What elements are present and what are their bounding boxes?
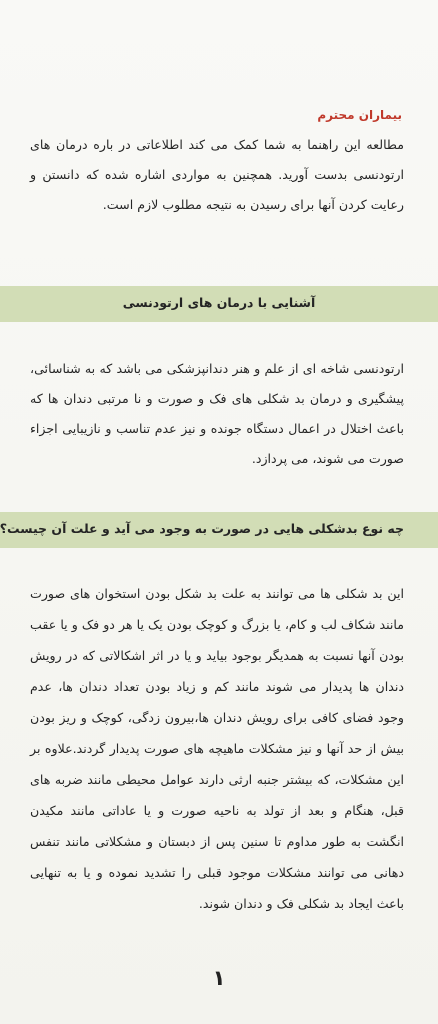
section-title-deformities: چه نوع بدشکلی هایی در صورت به وجود می آید و علت آن چیست؟ [0, 521, 404, 536]
deformities-paragraph: این بد شکلی ها می توانند به علت بد شکل بودن استخوان های صورت مانند شکاف لب و کام، یا بزرگ و کوچک بودن یک یا هر دو فک و یا عقب بودن آنها نسبت به همدیگر بوجود بیاید و یا در اثر اشکالاتی که در رویش دندان ها پدیدار می شوند مانند کم و زیاد بودن تعداد دندان ها، عدم وجود فضای کافی برای رویش دندان ها،بیرون زدگی، کوچک و ریز بودن بیش از حد آنها و نیز مشکلات ماهیچه های صورت پدیدار گردند.علاوه بر این مشکلات، که بیشتر جنبه ارثی دارند عوامل محیطی مانند ضربه های قبل، هنگام و بعد از تولد به ناحیه صورت و یا عاداتی مانند مکیدن انگشت به طور مداوم تا سنین پس از دبستان و مشکلاتی مانند تنفس دهانی می توانند مشکلات موجود قبلی را تشدید نموده و یا به تنهایی باعث ایجاد بد شکلی فک و دندان شوند. [30, 586, 404, 911]
intro-paragraph: مطالعه این راهنما به شما کمک می کند اطلاعاتی در باره درمان های ارتودنسی بدست آورید. همچنین به مواردی اشاره شده که دانستن و رعایت کردن آنها برای رسیدن به نتیجه مطلوب لازم است. [30, 137, 404, 212]
intro-heading: بیماران محترم [317, 108, 402, 122]
section-header-bar [0, 512, 438, 548]
section-header-bar [0, 286, 438, 322]
orthodontics-paragraph: ارتودنسی شاخه ای از علم و هنر دندانپزشکی می باشد که به شناسائی، پیشگیری و درمان بد شکلی های فک و صورت و نا مرتبی دندان ها که باعث اختلال در اعمال دستگاه جونده و نیز عدم تناسب و نازیبایی اجزاء صورت می شوند، می پردازد. [30, 361, 404, 466]
section-title-orthodontics: آشنایی با درمان های ارتودنسی [122, 295, 316, 310]
page-number: ۱ [212, 966, 226, 990]
